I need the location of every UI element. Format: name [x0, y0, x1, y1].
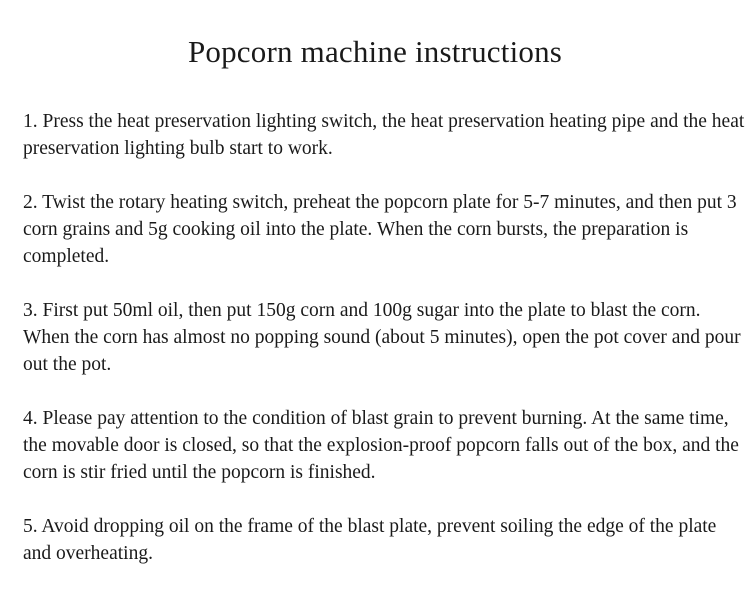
instruction-step-1: 1. Press the heat preservation lighting switch, the heat preservation heating pipe and the heat preservation lighting bulb start to work.	[23, 111, 745, 159]
page-title: Popcorn machine instructions	[187, 34, 563, 69]
instruction-step-4: 4. Please pay attention to the condition of blast grain to prevent burning. At the same time, the movable door is closed, so that the explosion-proof popcorn falls out of the box, and the corn is stir fried until the popcorn is finished.	[23, 408, 739, 483]
instruction-step-3: 3. First put 50ml oil, then put 150g corn and 100g sugar into the plate to blast the corn. When the corn has almost no popping sound (about 5 minutes), open the pot cover and pour out the pot.	[23, 300, 741, 375]
instruction-step-5: 5. Avoid dropping oil on the frame of the blast plate, prevent soiling the edge of the plate and overheating.	[23, 516, 717, 564]
instruction-step-2: 2. Twist the rotary heating switch, preheat the popcorn plate for 5-7 minutes, and then put 3 corn grains and 5g cooking oil into the plate. When the corn bursts, the preparation is completed.	[23, 192, 737, 267]
instruction-steps-list	[23, 108, 745, 594]
